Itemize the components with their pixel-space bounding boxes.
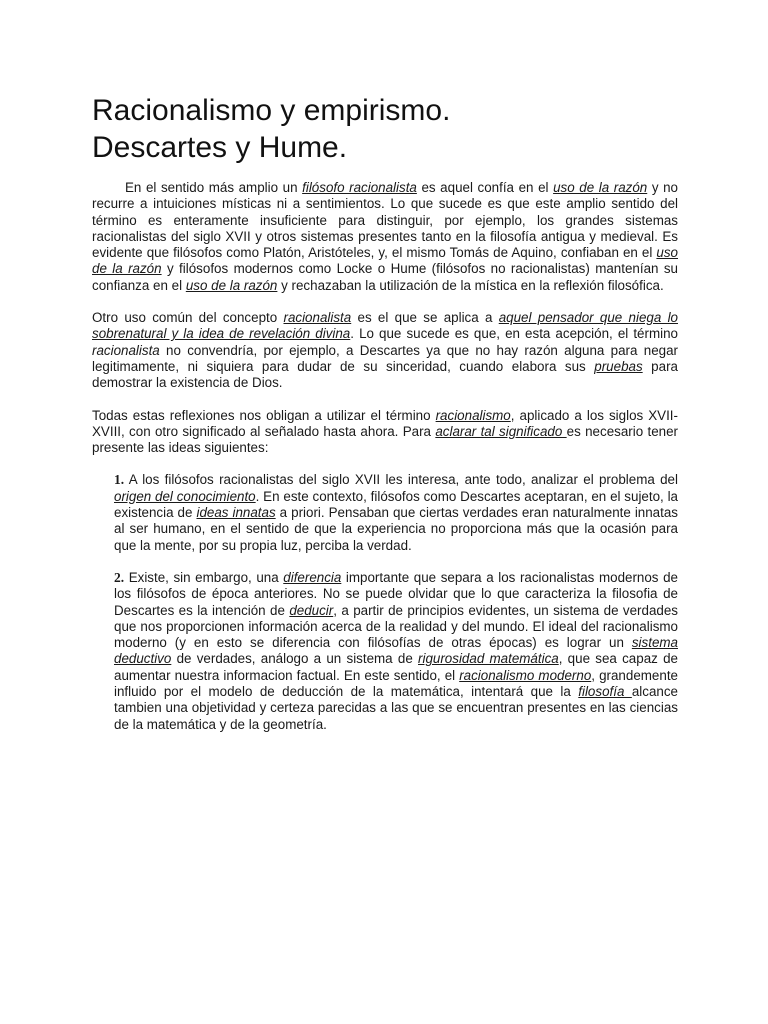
link-racionalismo[interactable]: racionalismo bbox=[435, 407, 511, 423]
link-sistema-deductivo[interactable]: sistema deductivo bbox=[114, 635, 678, 667]
text-run: Otro uso común del concepto bbox=[92, 310, 284, 326]
page-title bbox=[92, 92, 678, 166]
text-run: y no recurre a intuiciones místicas ni a sentimientos. Lo que sucede es que este amplio sentido del término es enteramente insuficiente para distinguir, por ejemplo, los grandes sistemas racionalistas del siglo XVII y otros sistemas presentes tanto en la filosofía antigua y medieval. Es evidente que filósofos como Platón, Aristóteles, y, el mismo Tomás de Aquino, confiaban en el bbox=[92, 180, 678, 261]
text-run: Todas estas reflexiones nos obligan a utilizar el término bbox=[92, 407, 436, 423]
paragraph-1 bbox=[92, 180, 678, 294]
link-ideas-innatas[interactable]: ideas innatas bbox=[196, 505, 276, 521]
list-item-2 bbox=[114, 570, 678, 733]
link-uso-de-la-razon[interactable]: uso de la razón bbox=[185, 277, 278, 293]
text-run: , grandemente influido por el modelo de deducción de la matemática, intentará que la bbox=[114, 667, 678, 700]
text-run: y rechazaban la utilización de la mística en la reflexión filosófica. bbox=[277, 277, 664, 293]
link-rigurosidad-matematica[interactable]: rigurosidad matemática bbox=[418, 651, 559, 667]
link-diferencia[interactable]: diferencia bbox=[283, 569, 342, 585]
text-run: , a partir de principios evidentes, un sistema de verdades que nos proporcionen información acerca de la realidad y del mundo. El ideal del racionalismo moderno (y en esto se diferencia con filósofías de otras épocas) es lograr un bbox=[114, 602, 678, 651]
link-filosofia[interactable]: filosofía bbox=[578, 684, 632, 700]
document-page bbox=[92, 92, 678, 749]
text-run: . En este contexto, filósofos como Descartes aceptaran, en el sujeto, la existencia de bbox=[114, 488, 679, 521]
link-filosofo-racionalista[interactable]: filósofo racionalista bbox=[302, 180, 417, 195]
link-uso-de-la-razon[interactable]: uso de la razón bbox=[553, 180, 648, 195]
link-uso-de-la-razon[interactable]: uso de la razón bbox=[92, 245, 678, 277]
text-run: En el sentido más amplio un bbox=[125, 180, 303, 195]
text-run: a priori. Pensaban que ciertas verdades eran naturalmente innatas al ser humano, en el sentido de que la experiencia no proporciona más que la ocasión para que la mente, por su propia luz, perciba la verdad. bbox=[114, 505, 678, 553]
link-origen-del-conocimiento[interactable]: origen del conocimiento bbox=[114, 488, 256, 504]
text-run: Existe, sin embargo, una bbox=[124, 569, 284, 585]
paragraph-3 bbox=[92, 408, 678, 457]
text-run: no convendría, por ejemplo, a Descartes ya que no hay razón alguna para negar legitimamente, ni siquiera para dudar de su sinceridad, cuando elabora sus bbox=[92, 342, 678, 374]
text-run: , aplicado a los siglos XVII-XVIII, con otro significado al señalado hasta ahora. Para bbox=[92, 407, 678, 439]
text-run: . Lo que sucede es que, en esta acepción, el término bbox=[350, 326, 678, 342]
text-run: es el que se aplica a bbox=[351, 310, 499, 326]
text-run: para demostrar la existencia de Dios. bbox=[92, 358, 678, 391]
link-racionalismo-moderno[interactable]: racionalismo moderno bbox=[459, 667, 592, 683]
paragraph-2 bbox=[92, 310, 678, 391]
title-line-2: Descartes y Hume. bbox=[92, 131, 348, 164]
link-aclarar-tal-significado[interactable]: aclarar tal significado bbox=[435, 423, 567, 439]
text-run: importante que separa a los racionalistas modernos de los filósofos de época anteriores. No se puede olvidar que lo que caracteriza la filosofia de Descartes es la intención de bbox=[114, 569, 678, 618]
text-run: A los filósofos racionalistas del siglo XVII les interesa, ante todo, analizar el problema del bbox=[124, 472, 678, 488]
text-run: de verdades, análogo a un sistema de bbox=[171, 651, 419, 667]
title-line-1: Racionalismo y empirismo. bbox=[92, 94, 451, 127]
item-number: 1. bbox=[114, 472, 125, 488]
text-run: es necesario tener presente las ideas siguientes: bbox=[92, 423, 679, 456]
text-run: y filósofos modernos como Locke o Hume (filósofos no racionalistas) mantenían su confianza en el bbox=[92, 261, 678, 293]
list-item-1 bbox=[114, 472, 678, 553]
link-racionalista[interactable]: racionalista bbox=[283, 310, 352, 326]
item-number: 2. bbox=[114, 569, 125, 585]
link-deducir[interactable]: deducir bbox=[289, 602, 334, 618]
text-run: , que sea capaz de aumentar nuestra informacion factual. En este sentido, el bbox=[114, 651, 678, 683]
link-aquel-pensador[interactable]: aquel pensador que niega lo sobrenatural y la idea de revelación divina bbox=[92, 310, 678, 342]
text-run: alcance tambien una objetividad y certeza parecidas a las que se encuentran presentes en las ciencias de la matemática y de la geometría. bbox=[114, 684, 678, 732]
link-pruebas[interactable]: pruebas bbox=[594, 358, 643, 374]
text-run: es aquel confía en el bbox=[416, 180, 554, 195]
emphasis-racionalista: racionalista bbox=[92, 342, 160, 358]
